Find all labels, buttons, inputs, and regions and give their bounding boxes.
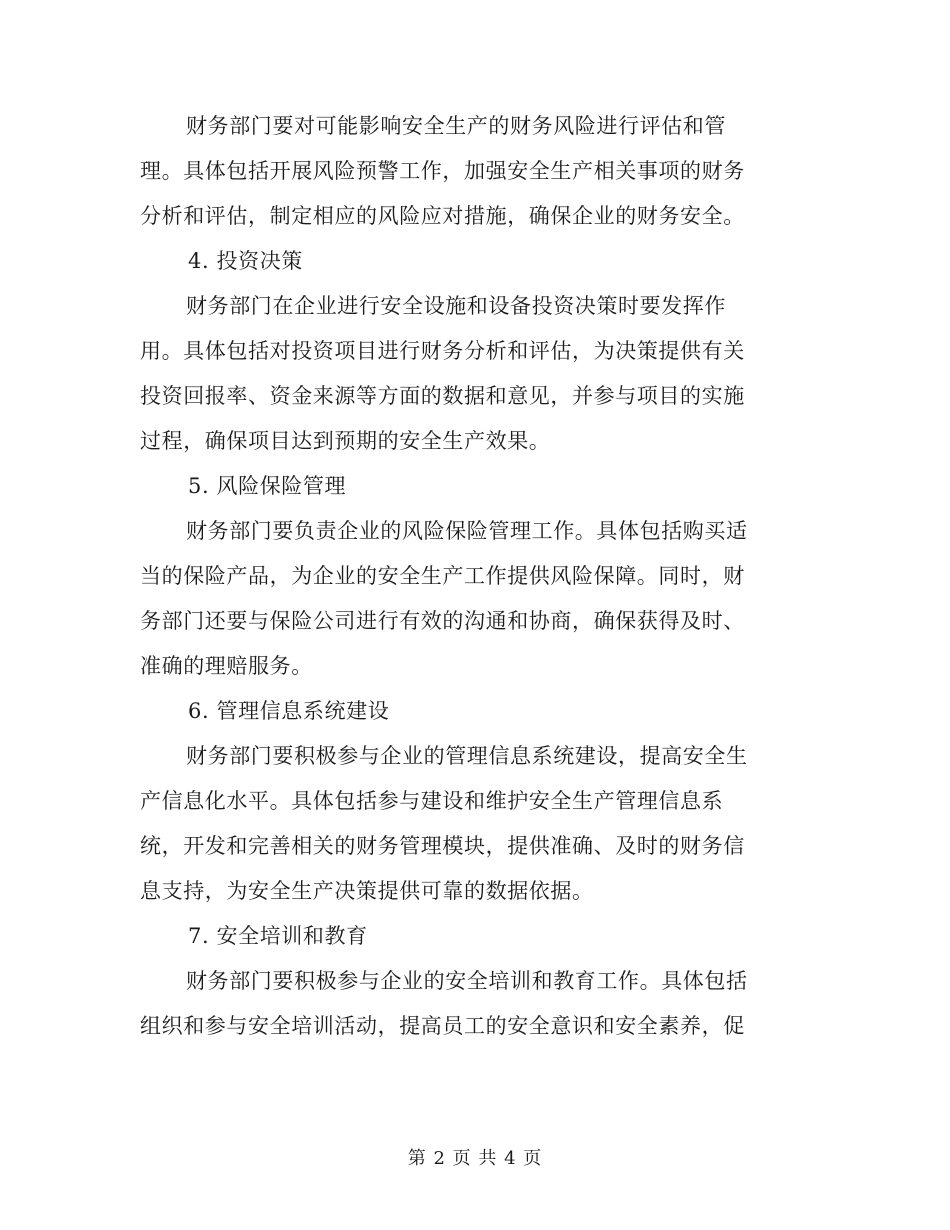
paragraph-line: 息支持，为安全生产决策提供可靠的数据依据。: [140, 879, 594, 903]
section-heading: 4. 投资决策: [188, 249, 303, 273]
section-heading: 6. 管理信息系统建设: [188, 699, 390, 723]
paragraph-line: 产信息化水平。具体包括参与建设和维护安全生产管理信息系: [140, 789, 724, 813]
paragraph-line: 准确的理赔服务。: [140, 654, 313, 678]
paragraph-line: 财务部门要对可能影响安全生产的财务风险进行评估和管: [186, 114, 726, 138]
paragraph-line: 投资回报率、资金来源等方面的数据和意见，并参与项目的实施: [140, 384, 745, 408]
paragraph-line: 财务部门在企业进行安全设施和设备投资决策时要发挥作: [186, 294, 726, 318]
section-heading: 7. 安全培训和教育: [188, 924, 368, 948]
paragraph-line: 分析和评估，制定相应的风险应对措施，确保企业的财务安全。: [140, 204, 745, 228]
paragraph-line: 当的保险产品，为企业的安全生产工作提供风险保障。同时，财: [140, 564, 745, 588]
paragraph-line: 统，开发和完善相关的财务管理模块，提供准确、及时的财务信: [140, 834, 745, 858]
paragraph-line: 用。具体包括对投资项目进行财务分析和评估，为决策提供有关: [140, 339, 745, 363]
paragraph-line: 财务部门要负责企业的风险保险管理工作。具体包括购买适: [186, 519, 748, 543]
document-body: [140, 104, 800, 1049]
paragraph-line: 财务部门要积极参与企业的安全培训和教育工作。具体包括: [186, 969, 748, 993]
page-number-footer: 第 2 页 共 4 页: [407, 1148, 543, 1169]
section-heading: 5. 风险保险管理: [188, 474, 347, 498]
paragraph-line: 理。具体包括开展风险预警工作，加强安全生产相关事项的财务: [140, 159, 745, 183]
paragraph-line: 务部门还要与保险公司进行有效的沟通和协商，确保获得及时、: [140, 609, 745, 633]
paragraph-line: 组织和参与安全培训活动，提高员工的安全意识和安全素养，促: [140, 1014, 745, 1038]
paragraph-line: 财务部门要积极参与企业的管理信息系统建设，提高安全生: [186, 744, 748, 768]
paragraph-line: 过程，确保项目达到预期的安全生产效果。: [140, 429, 551, 453]
